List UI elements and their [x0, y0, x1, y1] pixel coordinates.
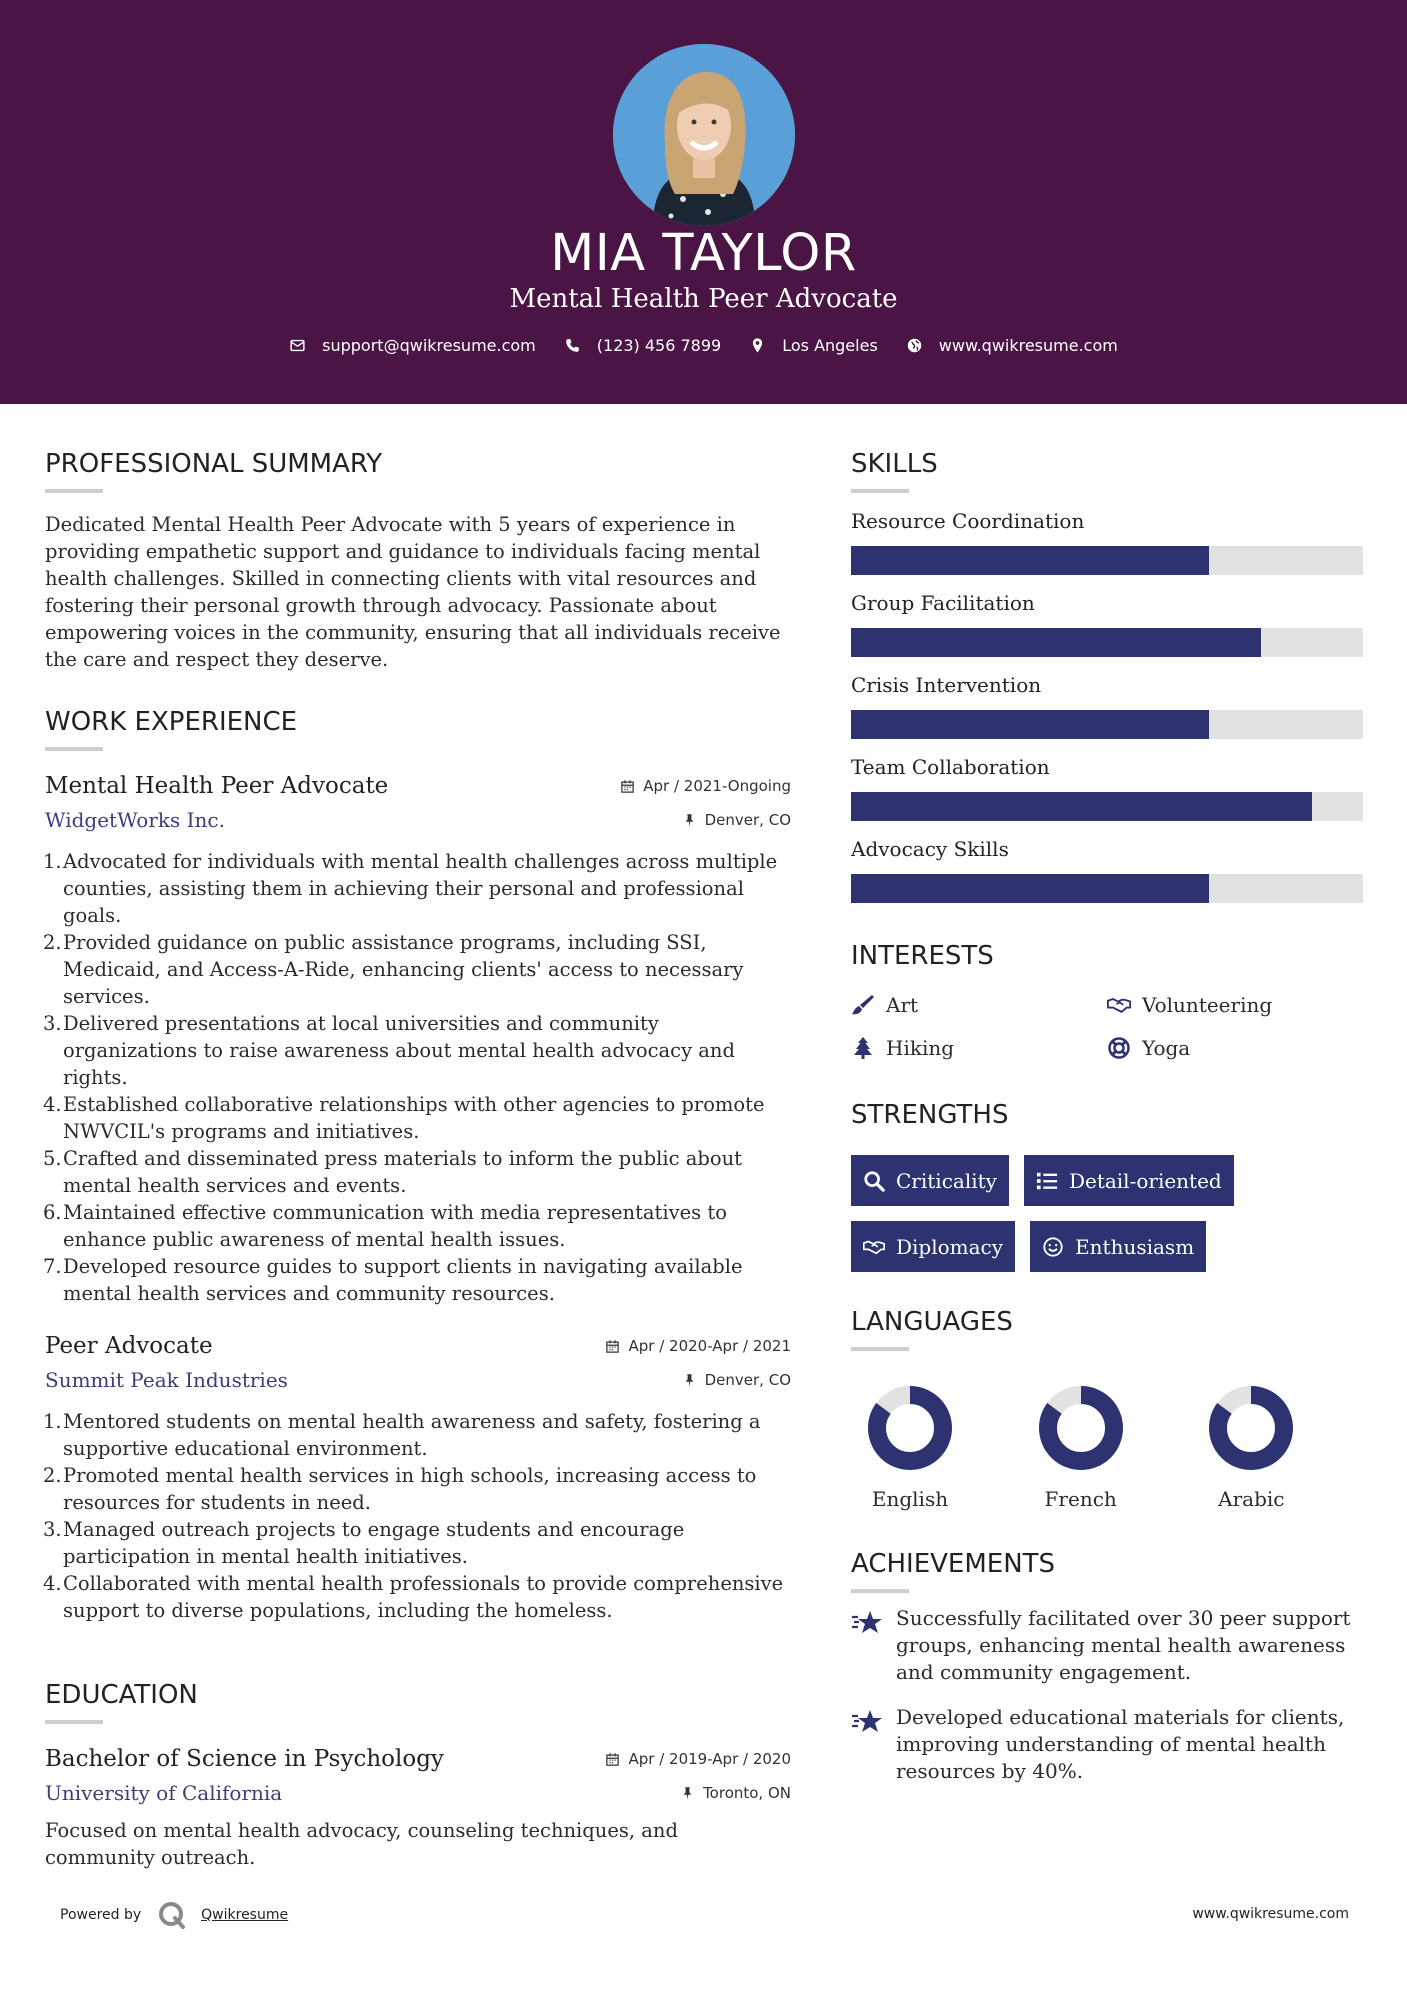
skill-item — [851, 509, 1363, 575]
job-title: Peer Advocate — [45, 1333, 213, 1359]
skill-name: Group Facilitation — [851, 591, 1035, 615]
skill-list — [851, 509, 1363, 903]
achievement-item — [851, 1605, 1363, 1686]
strength-chip — [1024, 1155, 1234, 1206]
skill-name: Team Collaboration — [851, 755, 1050, 779]
right-column — [851, 449, 1363, 1785]
strength-chip — [851, 1221, 1015, 1272]
language-name: English — [871, 1487, 949, 1511]
calendar-icon — [605, 1752, 620, 1767]
language-item — [1192, 1385, 1363, 1511]
skill-bar — [851, 546, 1363, 575]
contact-phone[interactable] — [564, 336, 721, 355]
achievement-text: Successfully facilitated over 30 peer support groups, enhancing mental health awareness and community engagement. — [896, 1606, 1351, 1684]
interest-label: Hiking — [886, 1036, 955, 1060]
skill-bar-fill — [851, 874, 1209, 903]
search-icon — [863, 1170, 885, 1192]
job-bullet: Crafted and disseminated press materials to inform the public about mental health services and events. — [63, 1147, 742, 1197]
strengths-heading: STRENGTHS — [851, 1100, 1009, 1130]
calendar-icon — [605, 1339, 620, 1354]
skill-item — [851, 673, 1363, 739]
education-date-text: Apr / 2019-Apr / 2020 — [628, 1750, 791, 1768]
skill-name: Advocacy Skills — [851, 837, 1009, 861]
heading-underline — [851, 489, 909, 493]
job-date-text: Apr / 2021-Ongoing — [643, 777, 791, 795]
job-date — [605, 1337, 791, 1355]
job-date — [620, 777, 791, 795]
education-location-text: Toronto, ON — [703, 1784, 791, 1802]
brand-link[interactable]: Qwikresume — [201, 1907, 289, 1923]
job-bullets — [45, 1408, 791, 1624]
language-item — [851, 1385, 1022, 1511]
list-icon — [1036, 1170, 1058, 1192]
heading-underline — [851, 1589, 909, 1593]
resume-header — [0, 0, 1407, 404]
language-item — [1022, 1385, 1193, 1511]
degree-title: Bachelor of Science in Psychology — [45, 1746, 444, 1772]
footer-powered-by — [60, 1900, 288, 1930]
job-bullet: Collaborated with mental health professionals to provide comprehensive support to diverse populations, including the homeless. — [63, 1572, 784, 1622]
experience-heading: WORK EXPERIENCE — [45, 707, 298, 737]
job-location — [682, 1371, 791, 1389]
skill-item — [851, 837, 1363, 903]
contact-website[interactable] — [906, 336, 1118, 355]
interest-item — [851, 993, 1107, 1017]
job-bullet: Promoted mental health services in high schools, increasing access to resources for students in need. — [63, 1464, 757, 1514]
footer-website[interactable]: www.qwikresume.com — [1192, 1906, 1349, 1922]
strength-chip — [1030, 1221, 1206, 1272]
envelope-icon — [289, 337, 306, 354]
calendar-icon — [620, 779, 635, 794]
interest-label: Yoga — [1142, 1036, 1191, 1060]
interest-item — [1107, 1036, 1363, 1060]
interest-list — [851, 993, 1363, 1060]
job-entry — [45, 1333, 791, 1624]
achievements-heading: ACHIEVEMENTS — [851, 1549, 1056, 1579]
heading-underline — [851, 1347, 909, 1351]
achievement-item — [851, 1704, 1363, 1785]
job-bullet: Maintained effective communication with media representatives to enhance public awareness of mental health issues. — [63, 1201, 727, 1251]
language-donut — [1208, 1385, 1294, 1471]
language-name: Arabic — [1218, 1487, 1285, 1511]
job-bullets — [45, 848, 791, 1307]
handshake-icon — [1107, 993, 1131, 1017]
star-award-icon — [851, 1708, 883, 1736]
job-date-text: Apr / 2020-Apr / 2021 — [628, 1337, 791, 1355]
school-name: University of California — [45, 1781, 283, 1805]
interest-label: Art — [886, 993, 919, 1017]
job-bullet: Managed outreach projects to engage students and encourage participation in mental health initiatives. — [63, 1518, 685, 1568]
strength-chip — [851, 1155, 1009, 1206]
pushpin-icon — [680, 1786, 695, 1801]
powered-by-label: Powered by — [60, 1907, 142, 1923]
globe-icon — [906, 337, 923, 354]
job-bullet: Developed resource guides to support clients in navigating available mental health services and community resources. — [63, 1255, 743, 1305]
education-location — [680, 1784, 791, 1802]
phone-text: (123) 456 7899 — [596, 336, 722, 355]
map-pin-icon — [749, 337, 766, 354]
skills-section — [851, 449, 1363, 903]
job-bullet: Provided guidance on public assistance programs, including SSI, Medicaid, and Access-A-Ride, enhancing clients' access to necessary services. — [63, 931, 744, 1008]
language-list — [851, 1385, 1363, 1511]
skill-bar — [851, 710, 1363, 739]
smile-icon — [1042, 1236, 1064, 1258]
languages-heading: LANGUAGES — [851, 1307, 1013, 1337]
pushpin-icon — [682, 1373, 697, 1388]
tree-icon — [851, 1036, 875, 1060]
education-section — [45, 1680, 791, 1871]
handshake-icon — [863, 1236, 885, 1258]
education-description: Focused on mental health advocacy, counseling techniques, and community outreach. — [45, 1819, 678, 1869]
job-location — [682, 811, 791, 829]
strength-label: Detail-oriented — [1068, 1168, 1222, 1193]
summary-heading: PROFESSIONAL SUMMARY — [45, 449, 383, 479]
skills-heading: SKILLS — [851, 449, 938, 479]
profile-photo — [613, 44, 795, 226]
interest-item — [1107, 993, 1363, 1017]
job-bullet: Delivered presentations at local universities and community organizations to raise awareness about mental health advocacy and rights. — [63, 1012, 735, 1089]
website-text: www.qwikresume.com — [938, 336, 1118, 355]
heading-underline — [45, 1720, 103, 1724]
achievement-text: Developed educational materials for clients, improving understanding of mental health resources by 40%. — [896, 1705, 1345, 1783]
summary-text: Dedicated Mental Health Peer Advocate with 5 years of experience in providing empathetic support and guidance to individuals facing mental health challenges. Skilled in connecting clients with vital resources and fostering their personal growth through advocacy. Passionate about empowering voices in the community, ensuring that all individuals receive the care and respect they deserve. — [45, 513, 781, 671]
job-bullet: Established collaborative relationships with other agencies to promote NWVCIL's programs and initiatives. — [63, 1093, 765, 1143]
interests-section — [851, 941, 1363, 1060]
experience-section — [45, 707, 791, 1624]
strength-label: Criticality — [896, 1168, 997, 1193]
languages-section — [851, 1307, 1363, 1511]
qwikresume-logo-icon — [157, 1900, 187, 1930]
star-award-icon — [851, 1609, 883, 1637]
skill-bar-fill — [851, 792, 1312, 821]
skill-name: Resource Coordination — [851, 509, 1085, 533]
strength-label: Enthusiasm — [1075, 1234, 1195, 1259]
location-text: Los Angeles — [782, 336, 878, 355]
job-bullet: Advocated for individuals with mental health challenges across multiple counties, assisting them in achieving their personal and professional goals. — [63, 850, 778, 927]
summary-section — [45, 449, 791, 673]
email-text: support@qwikresume.com — [322, 336, 536, 355]
lifebuoy-icon — [1107, 1036, 1131, 1060]
job-bullet: Mentored students on mental health awareness and safety, fostering a supportive educational environment. — [63, 1410, 761, 1460]
skill-bar — [851, 792, 1363, 821]
job-title: Mental Health Peer Advocate — [45, 773, 389, 799]
contact-bar — [0, 336, 1407, 355]
candidate-role: Mental Health Peer Advocate — [509, 284, 898, 314]
skill-bar-fill — [851, 546, 1209, 575]
company-name: WidgetWorks Inc. — [45, 808, 225, 832]
phone-icon — [564, 337, 581, 354]
heading-underline — [45, 489, 103, 493]
skill-bar — [851, 874, 1363, 903]
education-heading: EDUCATION — [45, 1680, 198, 1710]
heading-underline — [45, 747, 103, 751]
interests-heading: INTERESTS — [851, 941, 994, 971]
job-entry — [45, 773, 791, 1307]
contact-email[interactable] — [289, 336, 536, 355]
skill-item — [851, 591, 1363, 657]
skill-name: Crisis Intervention — [851, 673, 1042, 697]
achievements-section — [851, 1549, 1363, 1785]
skill-bar-fill — [851, 628, 1261, 657]
language-donut — [1038, 1385, 1124, 1471]
pushpin-icon — [682, 813, 697, 828]
contact-location — [749, 336, 878, 355]
interest-label: Volunteering — [1142, 993, 1273, 1017]
language-donut — [867, 1385, 953, 1471]
education-date — [605, 1750, 791, 1768]
education-entry — [45, 1746, 791, 1871]
paintbrush-icon — [851, 993, 875, 1017]
candidate-name: MIA TAYLOR — [550, 224, 857, 283]
job-location-text: Denver, CO — [704, 1371, 791, 1389]
skill-item — [851, 755, 1363, 821]
strength-label: Diplomacy — [896, 1234, 1004, 1259]
left-column — [45, 449, 791, 1871]
company-name: Summit Peak Industries — [45, 1368, 288, 1392]
skill-bar — [851, 628, 1363, 657]
strength-list — [851, 1155, 1363, 1272]
skill-bar-fill — [851, 710, 1209, 739]
interest-item — [851, 1036, 1107, 1060]
job-location-text: Denver, CO — [704, 811, 791, 829]
language-name: French — [1044, 1487, 1117, 1511]
strengths-section — [851, 1100, 1363, 1272]
